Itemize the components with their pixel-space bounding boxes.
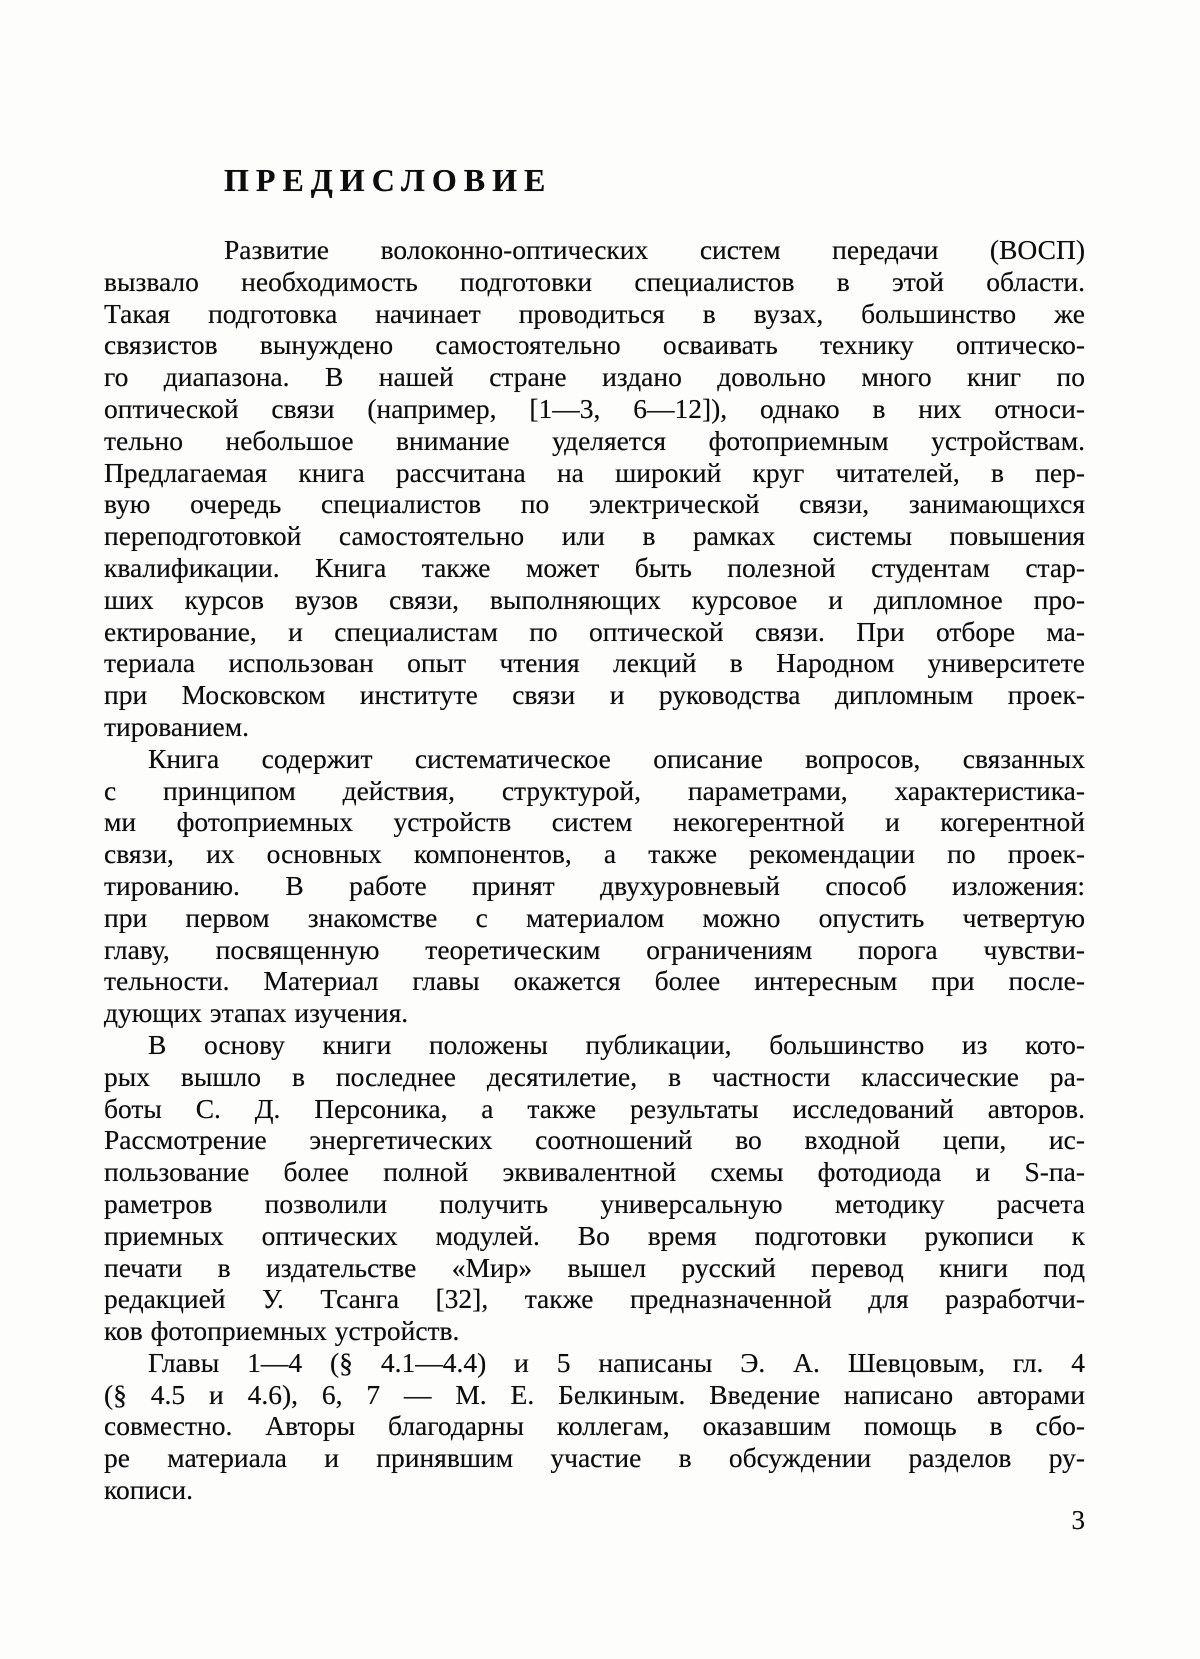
text-line: связи, их основных компонентов, а также рекомендации по проек- xyxy=(104,838,1085,870)
preface-text xyxy=(104,234,1085,1506)
text-line: раметров позволили получить универсальную методику расчета xyxy=(104,1187,1085,1219)
text-line: Рассмотрение энергетических соотношений во входной цепи, ис- xyxy=(104,1124,1085,1156)
text-line: при Московском институте связи и руководства дипломным проек- xyxy=(104,679,1085,711)
text-line: тельности. Материал главы окажется более интересным при после- xyxy=(104,965,1085,997)
text-line: кописи. xyxy=(104,1474,193,1506)
paragraph xyxy=(104,743,1085,1029)
text-line: ре материала и принявшим участие в обсуждении разделов ру- xyxy=(104,1442,1085,1474)
text-line: Развитие волоконно-оптических систем передачи (ВОСП) xyxy=(224,234,1085,265)
text-line: Главы 1—4 (§ 4.1—4.4) и 5 написаны Э. А. Шевцовым, гл. 4 xyxy=(148,1346,1085,1378)
text-line: главу, посвященную теоретическим ограничениям порога чувстви- xyxy=(104,933,1085,965)
text-line: ектирование, и специалистам по оптической связи. При отборе ма- xyxy=(104,615,1085,647)
text-line: оптической связи (например, [1—3, 6—12]), однако в них относи- xyxy=(104,392,1085,424)
text-line: переподготовкой самостоятельно или в рамках системы повышения xyxy=(104,520,1085,552)
text-line: Книга содержит систематическое описание вопросов, связанных xyxy=(148,742,1085,774)
text-line: ших курсов вузов связи, выполняющих курсовое и дипломное про- xyxy=(104,583,1085,615)
text-line: с принципом действия, структурой, параметрами, характеристика- xyxy=(104,774,1085,806)
text-line: ми фотоприемных устройств систем некогерентной и когерентной xyxy=(104,806,1085,838)
text-line: тельно небольшое внимание уделяется фотоприемным устройствам. xyxy=(104,424,1085,456)
text-line: приемных оптических модулей. Во время подготовки рукописи к xyxy=(104,1219,1085,1251)
text-line: ков фотоприемных устройств. xyxy=(104,1315,460,1347)
paragraph xyxy=(104,1029,1085,1347)
paragraph xyxy=(104,1347,1085,1506)
text-line: рых вышло в последнее десятилетие, в частности классические ра- xyxy=(104,1060,1085,1092)
text-line: го диапазона. В нашей стране издано довольно много книг по xyxy=(104,361,1085,393)
text-line: редакцией У. Тсанга [32], также предназначенной для разработчи- xyxy=(104,1283,1085,1315)
text-line: вую очередь специалистов по электрической связи, занимающихся xyxy=(104,488,1085,520)
text-line: при первом знакомстве с материалом можно опустить четвертую xyxy=(104,901,1085,933)
text-line: териала использован опыт чтения лекций в Народном университете xyxy=(104,647,1085,679)
text-line: тированием. xyxy=(104,710,249,742)
text-line: (§ 4.5 и 4.6), 6, 7 — М. Е. Белкиным. Введение написано авторами xyxy=(104,1378,1085,1410)
text-line: Предлагаемая книга рассчитана на широкий круг читателей, в пер- xyxy=(104,456,1085,488)
text-line: В основу книги положены публикации, большинство из кото- xyxy=(148,1028,1085,1060)
text-line: боты С. Д. Персоника, а также результаты исследований авторов. xyxy=(104,1092,1085,1124)
page-title: ПРЕДИСЛОВИЕ xyxy=(224,162,553,198)
text-line: квалификации. Книга также может быть полезной студентам стар- xyxy=(104,551,1085,583)
text-line: тированию. В работе принят двухуровневый способ изложения: xyxy=(104,869,1085,901)
text-line: печати в издательстве «Мир» вышел русский перевод книги под xyxy=(104,1251,1085,1283)
page-number: 3 xyxy=(1071,1505,1085,1535)
text-line: пользование более полной эквивалентной схемы фотодиода и S-па- xyxy=(104,1156,1085,1188)
text-line: Такая подготовка начинает проводиться в вузах, большинство же xyxy=(104,297,1085,329)
text-line: вызвало необходимость подготовки специалистов в этой области. xyxy=(104,265,1085,297)
text-line: связистов вынуждено самостоятельно осваивать технику оптическо- xyxy=(104,329,1085,361)
text-line: дующих этапах изучения. xyxy=(104,997,409,1029)
text-line: совместно. Авторы благодарны коллегам, оказавшим помощь в сбо- xyxy=(104,1410,1085,1442)
paragraph xyxy=(104,234,1085,743)
